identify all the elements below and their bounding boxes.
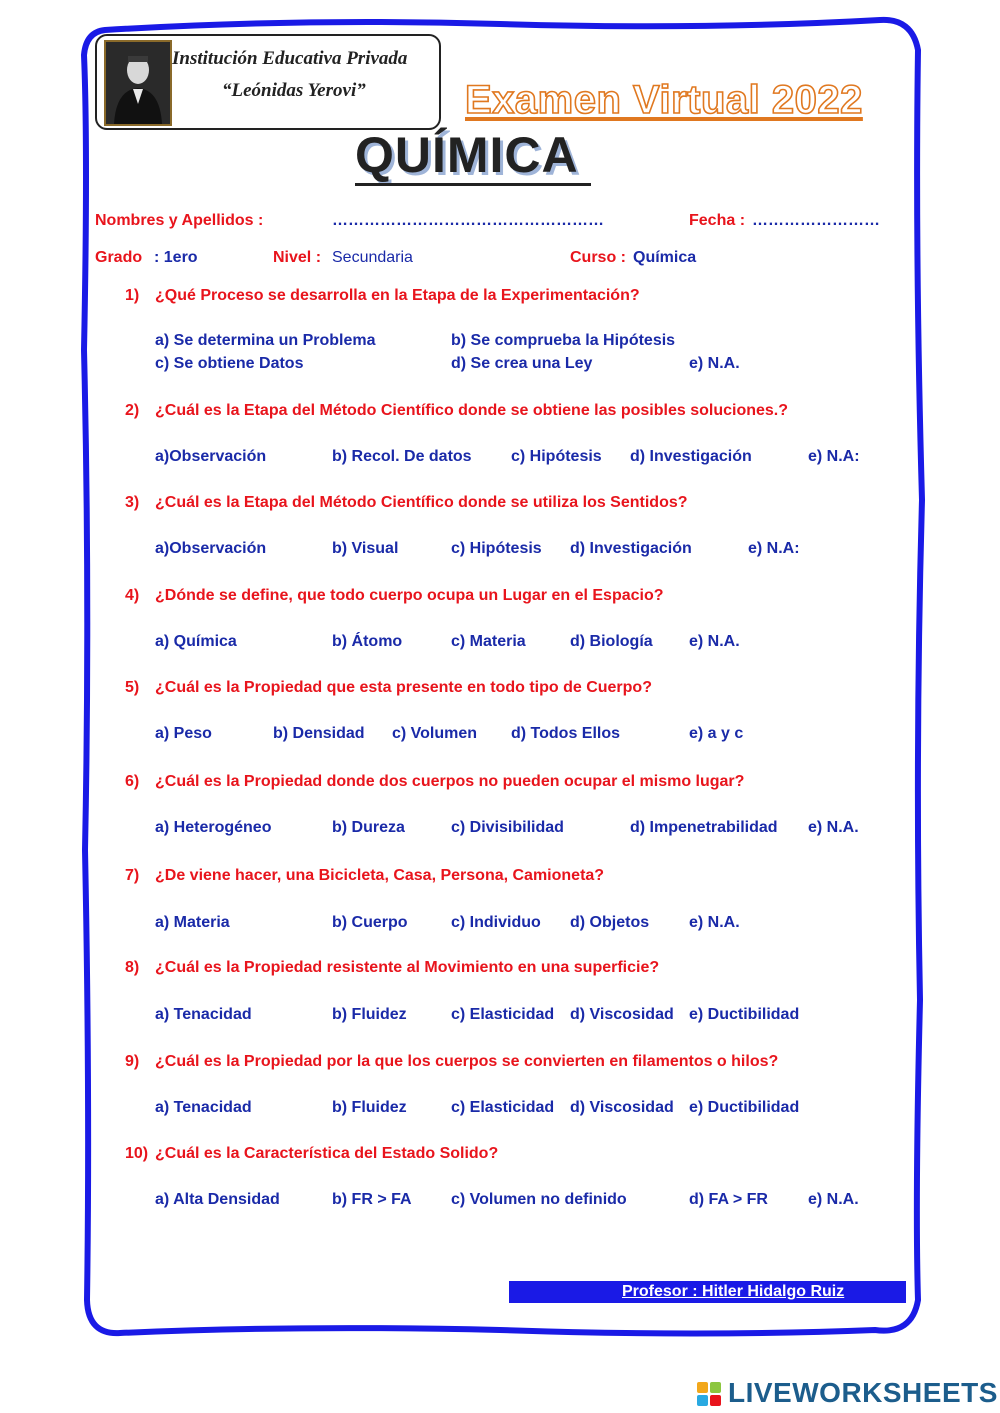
question-3-option-c[interactable]: c) Hipótesis (451, 540, 542, 557)
question-9-option-c[interactable]: c) Elasticidad (451, 1099, 555, 1116)
question-5-option-b[interactable]: b) Densidad (273, 725, 365, 742)
question-3-option-b[interactable]: b) Visual (332, 540, 399, 557)
question-6-option-c[interactable]: c) Divisibilidad (451, 819, 564, 836)
question-8-option-c[interactable]: c) Elasticidad (451, 1006, 555, 1023)
exam-title: Examen Virtual 2022 (465, 78, 863, 122)
question-10-text: ¿Cuál es la Característica del Estado Solido? (155, 1145, 499, 1162)
course-label: Curso : (570, 249, 626, 266)
question-5-text: ¿Cuál es la Propiedad que esta presente en todo tipo de Cuerpo? (155, 679, 652, 696)
question-4-text: ¿Dónde se define, que todo cuerpo ocupa un Lugar en el Espacio? (155, 587, 664, 604)
question-9-option-a[interactable]: a) Tenacidad (155, 1099, 252, 1116)
question-4-option-c[interactable]: c) Materia (451, 633, 526, 650)
date-blank[interactable]: …………………… (752, 212, 880, 229)
question-6-option-e[interactable]: e) N.A. (808, 819, 859, 836)
course-value: Química (633, 249, 697, 266)
question-10-option-e[interactable]: e) N.A. (808, 1191, 859, 1208)
question-8-option-b[interactable]: b) Fluidez (332, 1006, 407, 1023)
question-8-option-e[interactable]: e) Ductibilidad (689, 1006, 800, 1023)
founder-portrait (104, 40, 172, 126)
question-7-option-d[interactable]: d) Objetos (570, 914, 650, 931)
question-3-option-d[interactable]: d) Investigación (570, 540, 692, 557)
question-10-option-b[interactable]: b) FR > FA (332, 1191, 412, 1208)
question-6-number: 6) (125, 773, 140, 790)
question-10-option-d[interactable]: d) FA > FR (689, 1191, 768, 1208)
date-label: Fecha : (689, 212, 746, 229)
question-3-text: ¿Cuál es la Etapa del Método Científico donde se utiliza los Sentidos? (155, 494, 688, 511)
question-7-text: ¿De viene hacer, una Bicicleta, Casa, Persona, Camioneta? (155, 867, 605, 884)
question-1-text: ¿Qué Proceso se desarrolla en la Etapa de la Experimentación? (155, 287, 640, 304)
question-9-option-b[interactable]: b) Fluidez (332, 1099, 407, 1116)
question-7-number: 7) (125, 867, 140, 884)
question-4-option-e[interactable]: e) N.A. (689, 633, 740, 650)
name-blank[interactable]: …………………………………………… (332, 212, 604, 229)
subject-title-underline (355, 183, 591, 186)
question-3-option-e[interactable]: e) N.A: (748, 540, 800, 557)
question-4-option-a[interactable]: a) Química (155, 633, 237, 650)
question-4-option-b[interactable]: b) Átomo (332, 633, 403, 650)
question-5-option-c[interactable]: c) Volumen (392, 725, 478, 742)
question-9-number: 9) (125, 1053, 140, 1070)
subject-title: QUÍMICA (355, 127, 579, 183)
question-8-number: 8) (125, 959, 140, 976)
institution-name-line1: Institución Educativa Privada (172, 48, 408, 69)
question-2-option-b[interactable]: b) Recol. De datos (332, 448, 472, 465)
question-3-number: 3) (125, 494, 140, 511)
question-8-option-a[interactable]: a) Tenacidad (155, 1006, 252, 1023)
question-3-option-a[interactable]: a)Observación (155, 540, 267, 557)
question-6-option-a[interactable]: a) Heterogéneo (155, 819, 272, 836)
question-1-option-d[interactable]: d) Se crea una Ley (451, 355, 593, 372)
question-5-option-d[interactable]: d) Todos Ellos (511, 725, 621, 742)
question-1-option-e[interactable]: e) N.A. (689, 355, 740, 372)
question-7-option-c[interactable]: c) Individuo (451, 914, 541, 931)
question-9-option-d[interactable]: d) Viscosidad (570, 1099, 674, 1116)
question-6-text: ¿Cuál es la Propiedad donde dos cuerpos no pueden ocupar el mismo lugar? (155, 773, 745, 790)
question-5-option-e[interactable]: e) a y c (689, 725, 744, 742)
question-2-text: ¿Cuál es la Etapa del Método Científico donde se obtiene las posibles soluciones.? (155, 402, 789, 419)
question-7-option-e[interactable]: e) N.A. (689, 914, 740, 931)
question-2-option-c[interactable]: c) Hipótesis (511, 448, 602, 465)
institution-name-line2: “Leónidas Yerovi” (222, 80, 366, 101)
liveworksheets-watermark: LIVEWORKSHEETS (728, 1377, 998, 1408)
question-9-text: ¿Cuál es la Propiedad por la que los cuerpos se convierten en filamentos o hilos? (155, 1053, 779, 1070)
professor-name: Profesor : Hitler Hidalgo Ruiz (622, 1283, 845, 1300)
question-6-option-d[interactable]: d) Impenetrabilidad (630, 819, 778, 836)
question-2-option-a[interactable]: a)Observación (155, 448, 267, 465)
question-1-option-c[interactable]: c) Se obtiene Datos (155, 355, 304, 372)
grade-value: : 1ero (154, 249, 198, 266)
question-1-option-a[interactable]: a) Se determina un Problema (155, 332, 376, 349)
question-4-option-d[interactable]: d) Biología (570, 633, 653, 650)
level-label: Nivel : (273, 249, 322, 266)
question-10-option-a[interactable]: a) Alta Densidad (155, 1191, 280, 1208)
grade-label: Grado (95, 249, 143, 266)
liveworksheets-logo-icon (697, 1382, 721, 1406)
question-7-option-a[interactable]: a) Materia (155, 914, 230, 931)
question-10-number: 10) (125, 1145, 149, 1162)
question-9-option-e[interactable]: e) Ductibilidad (689, 1099, 800, 1116)
question-2-option-d[interactable]: d) Investigación (630, 448, 752, 465)
question-8-text: ¿Cuál es la Propiedad resistente al Movimiento en una superficie? (155, 959, 660, 976)
question-1-option-b[interactable]: b) Se comprueba la Hipótesis (451, 332, 676, 349)
question-7-option-b[interactable]: b) Cuerpo (332, 914, 408, 931)
question-5-option-a[interactable]: a) Peso (155, 725, 212, 742)
question-1-number: 1) (125, 287, 140, 304)
question-5-number: 5) (125, 679, 140, 696)
question-8-option-d[interactable]: d) Viscosidad (570, 1006, 674, 1023)
level-value: Secundaria (332, 249, 413, 266)
question-2-option-e[interactable]: e) N.A: (808, 448, 860, 465)
question-4-number: 4) (125, 587, 140, 604)
question-6-option-b[interactable]: b) Dureza (332, 819, 405, 836)
question-10-option-c[interactable]: c) Volumen no definido (451, 1191, 627, 1208)
question-2-number: 2) (125, 402, 140, 419)
name-label: Nombres y Apellidos : (95, 212, 264, 229)
